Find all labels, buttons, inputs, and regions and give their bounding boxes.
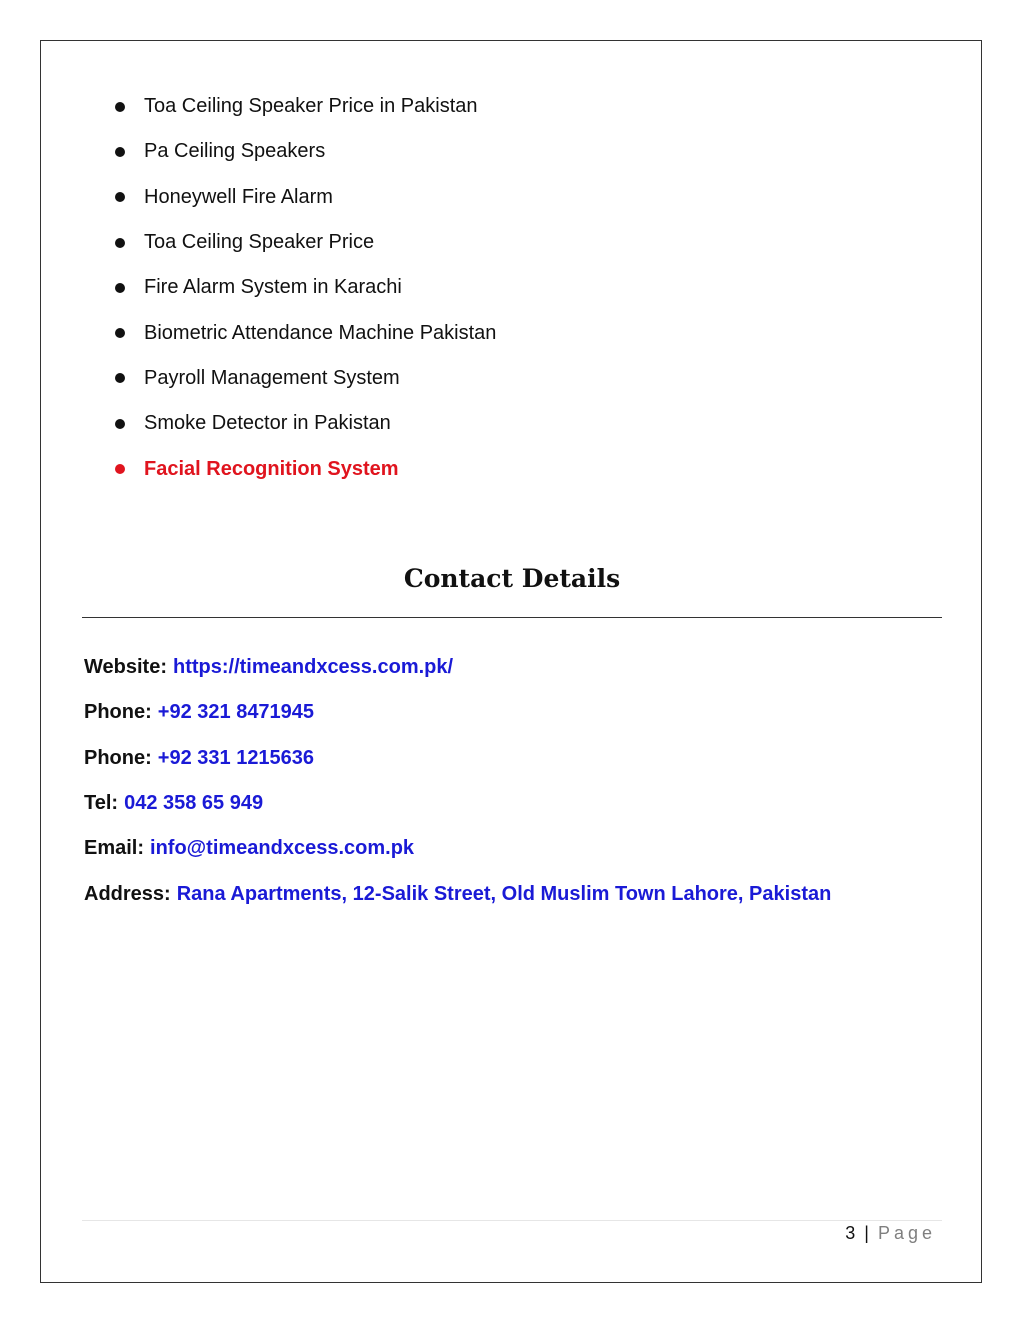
page-label: Page: [877, 1223, 936, 1243]
phone-label: Phone:: [84, 701, 152, 724]
list-item-text: Toa Ceiling Speaker Price: [144, 231, 375, 254]
heading-divider: [82, 617, 942, 618]
phone-link[interactable]: +92 321 8471945: [157, 701, 315, 724]
contact-row-email: [84, 826, 831, 871]
list-item-text: Fire Alarm System in Karachi: [144, 276, 402, 299]
bullet-icon: [115, 147, 125, 157]
website-link[interactable]: https://timeandxcess.com.pk/: [172, 656, 454, 679]
list-item-text: Payroll Management System: [144, 366, 400, 389]
page-number: [845, 1223, 936, 1244]
phone-link[interactable]: +92 331 1215636: [157, 746, 315, 769]
address-label: Address:: [84, 882, 171, 905]
bullet-icon: [115, 102, 125, 112]
keyword-list: [112, 84, 496, 492]
list-item-text: Biometric Attendance Machine Pakistan: [144, 321, 497, 344]
contact-list: [84, 645, 831, 917]
bullet-icon: [115, 328, 125, 338]
list-item: [112, 175, 496, 220]
list-item-highlighted[interactable]: [112, 446, 496, 491]
list-item: [112, 356, 496, 401]
phone-label: Phone:: [84, 746, 152, 769]
bullet-icon: [115, 373, 125, 383]
bullet-icon: [115, 419, 125, 429]
page-separator: |: [864, 1223, 869, 1243]
contact-row-address: [84, 871, 831, 916]
list-item-text: Smoke Detector in Pakistan: [144, 412, 391, 435]
list-item: [112, 220, 496, 265]
list-item-text: Toa Ceiling Speaker Price in Pakistan: [144, 95, 478, 118]
contact-row-phone: [84, 736, 831, 781]
list-item: [112, 401, 496, 446]
tel-link[interactable]: 042 358 65 949: [124, 792, 264, 815]
tel-label: Tel:: [84, 792, 119, 815]
footer-divider: [82, 1220, 942, 1221]
email-link[interactable]: info@timeandxcess.com.pk: [150, 837, 415, 860]
list-item: [112, 310, 496, 355]
list-item-text: Pa Ceiling Speakers: [144, 140, 326, 163]
contact-row-website: [84, 645, 831, 690]
bullet-icon: [115, 283, 125, 293]
contact-row-tel: [84, 781, 831, 826]
contact-row-phone: [84, 690, 831, 735]
contact-heading: Contact Details: [403, 564, 621, 593]
email-label: Email:: [84, 837, 145, 860]
list-item: [112, 129, 496, 174]
list-item: [112, 265, 496, 310]
bullet-icon: [115, 192, 125, 202]
page-number-value: 3: [845, 1223, 856, 1243]
bullet-icon: [115, 238, 125, 248]
bullet-icon: [115, 464, 125, 474]
list-item-text: Honeywell Fire Alarm: [144, 185, 333, 208]
website-label: Website:: [84, 656, 167, 679]
list-item: [112, 84, 496, 129]
list-item-link[interactable]: Facial Recognition System: [144, 457, 399, 480]
address-link[interactable]: Rana Apartments, 12-Salik Street, Old Muslim Town Lahore, Pakistan: [176, 882, 832, 905]
